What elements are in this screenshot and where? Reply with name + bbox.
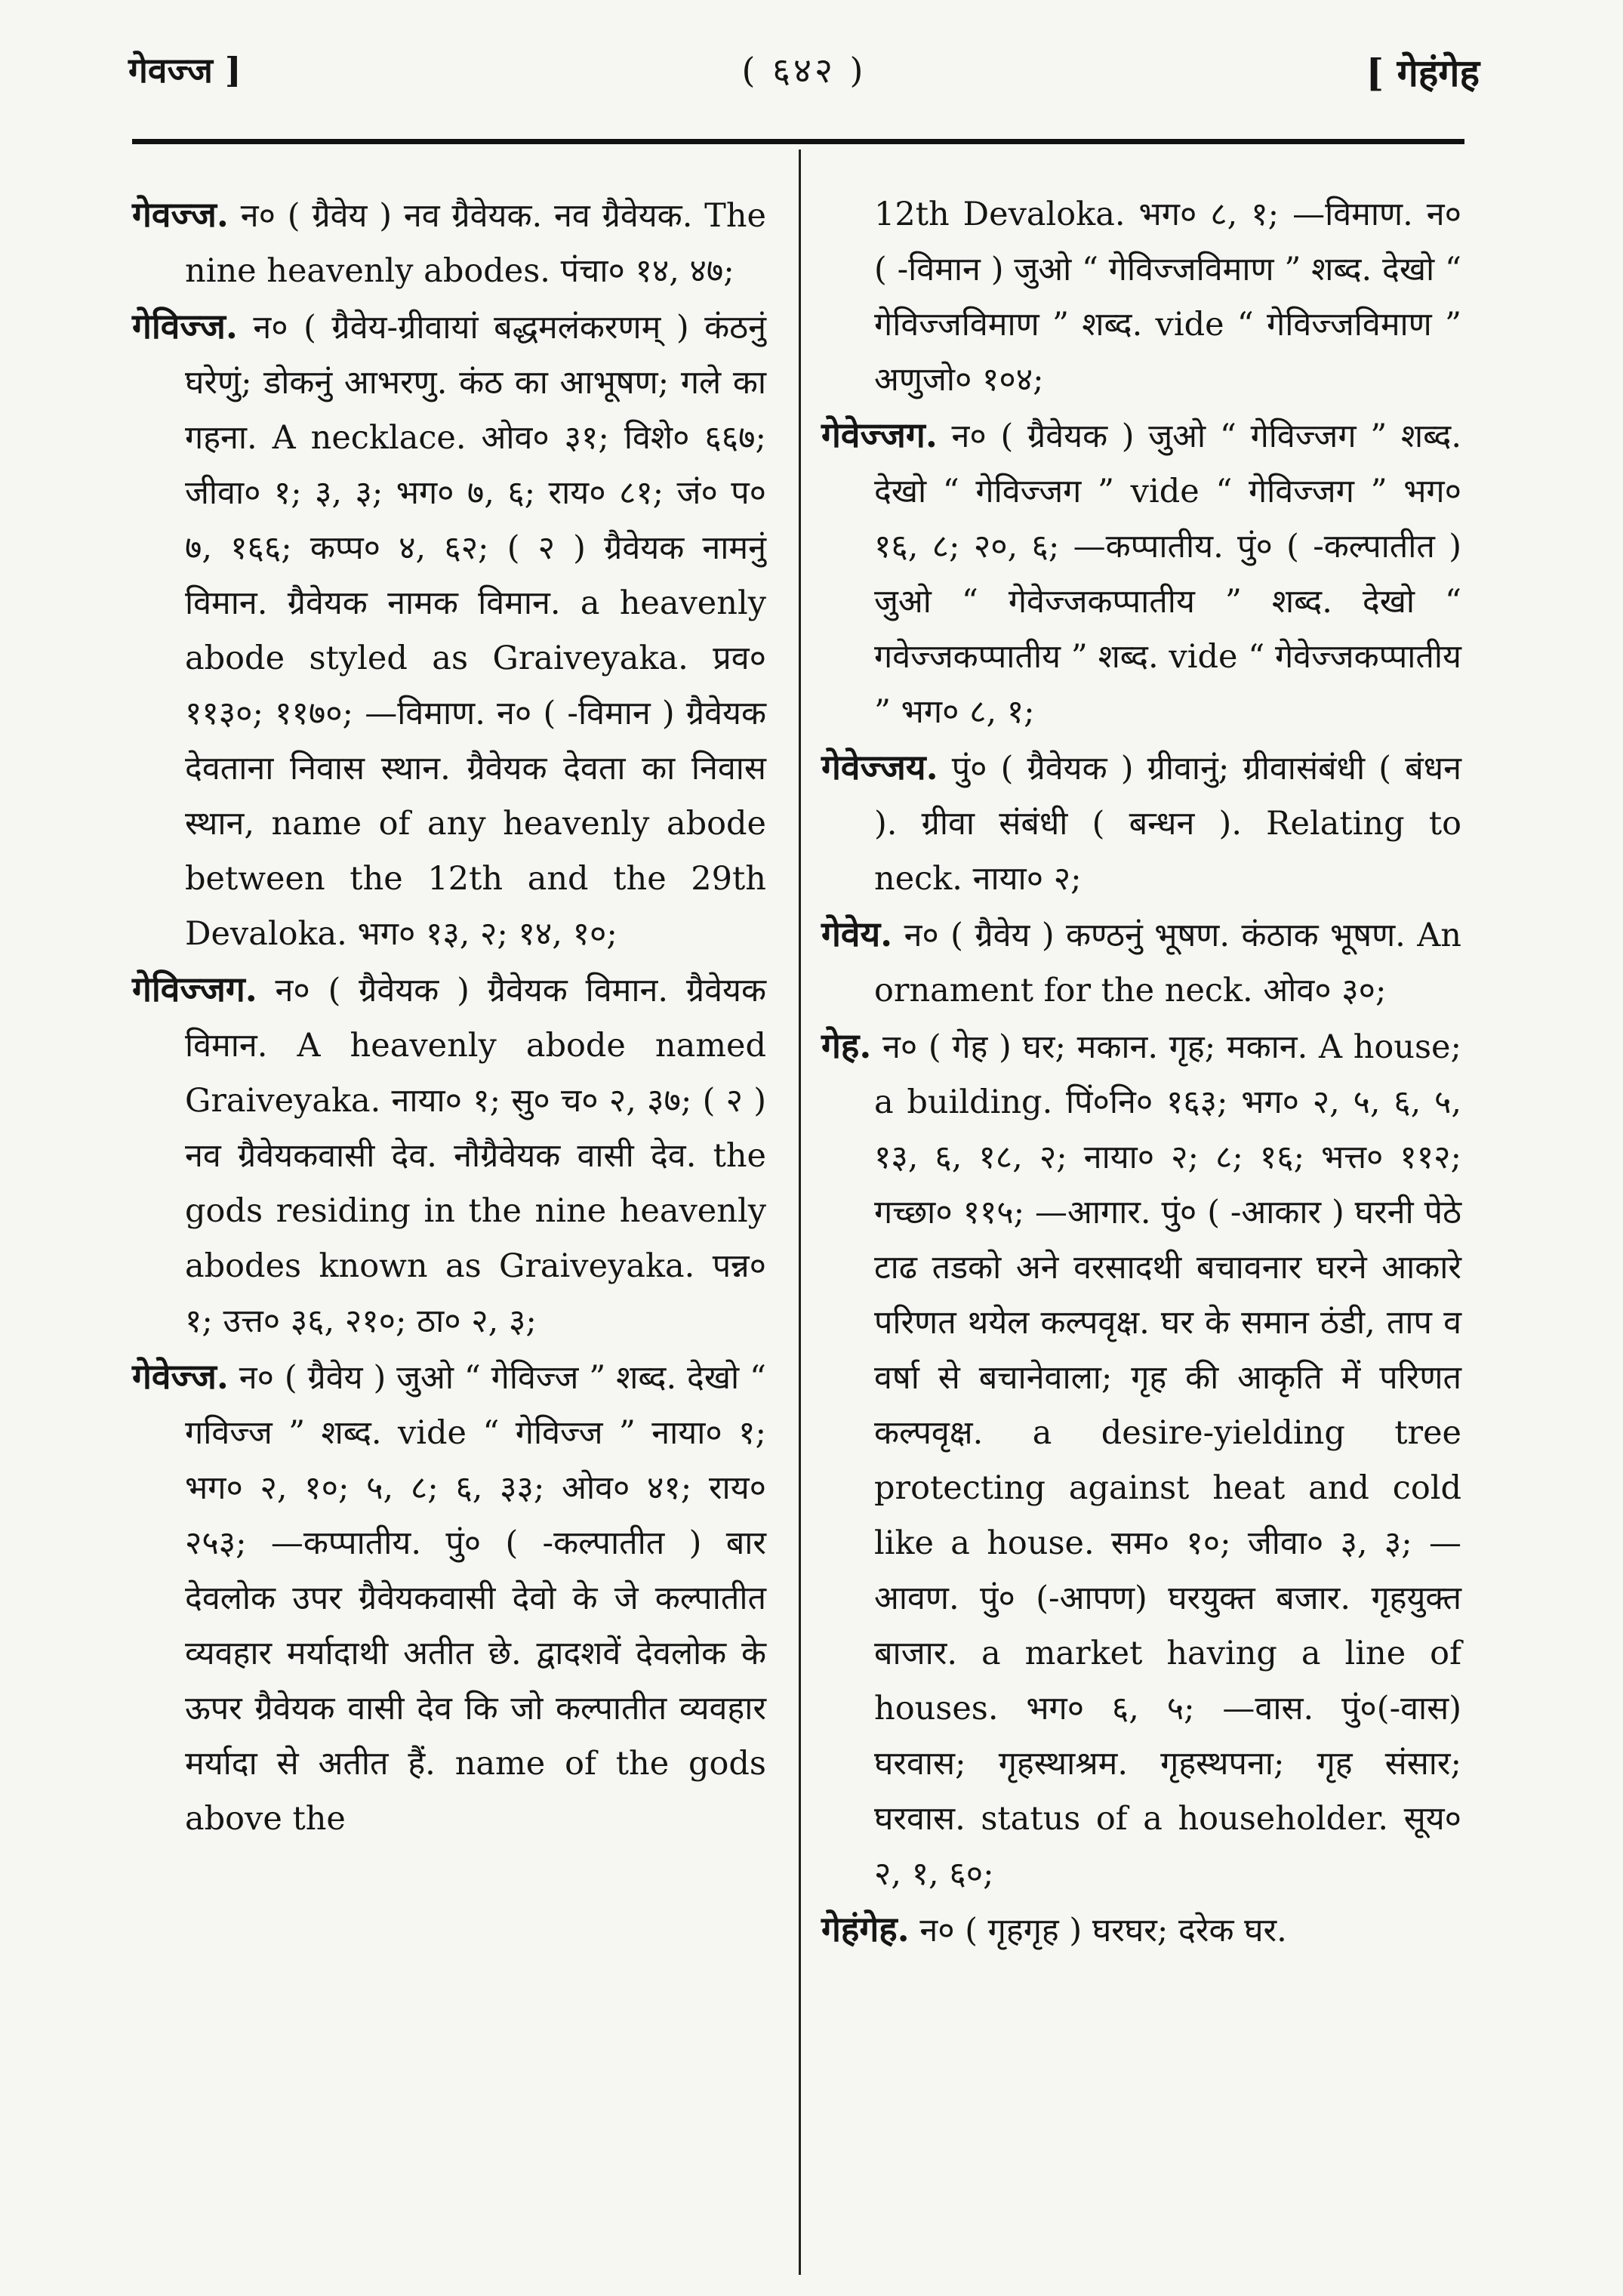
entry-headword: गेह. bbox=[821, 1025, 872, 1066]
entry-continuation: 12th Devaloka. भग० ८, १; —विमाण. न० ( -विमान ) जुओ “ गेविज्जविमाण ” शब्द. देखो “ गेविज्जविमाण ” शब्द. vide “ गेविज्जविमाण ” अणुजो० १०४; bbox=[874, 196, 1461, 399]
right-column bbox=[821, 187, 1461, 1959]
entry-body: न० ( ग्रैवेय ) कण्ठनुं भूषण. कंठाक भूषण. An ornament for the neck. ओव० ३०; bbox=[874, 917, 1461, 1009]
column-divider bbox=[799, 149, 801, 2275]
entry-headword: गेहंगेह. bbox=[821, 1909, 910, 1949]
dictionary-entry bbox=[821, 1019, 1461, 1902]
entry-body: न० ( ग्रैवेय ) नव ग्रैवेयक. नव ग्रैवेयक. The nine heavenly abodes. पंचा० १४, ४७; bbox=[185, 197, 766, 290]
page-number: ( ६४२ ) bbox=[741, 50, 867, 91]
left-column bbox=[132, 187, 766, 1847]
entry-body: न० ( ग्रैवेय-ग्रीवायां बद्धमलंकरणम् ) कंठनुं घरेणुं; डोकनुं आभरणु. कंठ का आभूषण; गले का गहना. A necklace. ओव० ३१; विशे० ६६७; जीवा० १; ३, ३; भग० ७, ६; राय० ८१; जं० प० ७, १६६; कप्प० ४, ६२; ( २ ) ग्रैवेयक नामनुं विमान. ग्रैवेयक नामक विमान. a heavenly abode styled as Graiveyaka. प्रव० ११३०; ११७०; —विमाण. न० ( -विमान ) ग्रैवेयक देवताना निवास स्थान. ग्रैवेयक देवता का निवास स्थान, name of any heavenly abode between the 12th and the 29th Devaloka. भग० १३, २; १४, १०; bbox=[185, 309, 766, 953]
entry-body: न० ( ग्रैवेयक ) जुओ “ गेविज्जग ” शब्द. देखो “ गेविज्जग ” vide “ गेविज्जग ” भग० १६, ८; २०, ६; —कप्पातीय. पुं० ( -कल्पातीत ) जुओ “ गेवेज्जकप्पातीय ” शब्द. देखो “ गवेज्जकप्पातीय ” शब्द. vide “ गेवेज्जकप्पातीय ” भग० ८, १; bbox=[874, 418, 1461, 731]
dictionary-entry bbox=[821, 408, 1461, 740]
entry-body: पुं० ( ग्रैवेयक ) ग्रीवानुं; ग्रीवासंबंधी ( बंधन ). ग्रीवा संबंधी ( बन्धन ). Relating to neck. नाया० २; bbox=[874, 750, 1461, 898]
entry-headword: गेविज्ज. bbox=[132, 306, 238, 347]
dictionary-entry bbox=[821, 740, 1461, 907]
entry-body: न० ( ग्रैवेय ) जुओ “ गेविज्ज ” शब्द. देखो “ गविज्ज ” शब्द. vide “ गेविज्ज ” नाया० १; भग० २, १०; ५, ८; ६, ३३; ओव० ४१; राय० २५३; —कप्पातीय. पुं० ( -कल्पातीत ) बार देवलोक उपर ग्रैवेयकवासी देवो के जे कल्पातीत व्यवहार मर्यादाथी अतीत छे. द्वादशवें देवलोक के ऊपर ग्रैवेयक वासी देव कि जो कल्पातीत व्यवहार मर्यादा से अतीत हैं. name of the gods above the bbox=[185, 1359, 766, 1838]
header-last-word: [ गेहंगेह bbox=[1366, 51, 1480, 95]
dictionary-entry bbox=[132, 187, 766, 299]
dictionary-entry bbox=[132, 962, 766, 1349]
dictionary-entry bbox=[821, 1902, 1461, 1959]
dictionary-entry bbox=[132, 299, 766, 962]
entry-body: न० ( ग्रैवेयक ) ग्रैवेयक विमान. ग्रैवेयक विमान. A heavenly abode named Graiveyaka. नाया० १; सु० च० २, ३७; ( २ ) नव ग्रैवेयकवासी देव. नौग्रैवेयक वासी देव. the gods residing in the nine heavenly abodes known as Graiveyaka. पन्न० १; उत्त० ३६, २१०; ठा० २, ३; bbox=[185, 972, 766, 1340]
entry-headword: गेवेज्जग. bbox=[821, 415, 938, 455]
entry-headword: गेविज्जग. bbox=[132, 969, 257, 1009]
dictionary-entry bbox=[132, 1349, 766, 1847]
entry-body: न० ( गेह ) घर; मकान. गृह; मकान. A house; a building. पिं०नि० १६३; भग० २, ५, ६, ५, १३, ६, १८, २; नाया० २; ८; १६; भत्त० ११२; गच्छा० ११५; —आगार. पुं० ( -आकार ) घरनी पेठे टाढ तडको अने वरसादथी बचावनार घरने आकारे परिणत थयेल कल्पवृक्ष. घर के समान ठंडी, ताप व वर्षा से बचानेवाला; गृह की आकृति में परिणत कल्पवृक्ष. a desire-yielding tree protecting against heat and cold like a house. सम० १०; जीवा० ३, ३; —आवण. पुं० (-आपण) घरयुक्त बजार. गृहयुक्त बाजार. a market having a line of houses. भग० ६, ५; —वास. पुं०(-वास) घरवास; गृहस्थाश्रम. गृहस्थपना; गृह संसार; घरवास. status of a householder. सूय० २, १, ६०; bbox=[871, 1028, 1461, 1893]
entry-headword: गेवेय. bbox=[821, 914, 893, 954]
entry-headword: गेवज्ज. bbox=[132, 194, 229, 235]
dictionary-entry bbox=[821, 907, 1461, 1019]
entry-headword: गेवेज्जय. bbox=[821, 747, 938, 787]
entry-headword: गेवेज्ज. bbox=[132, 1356, 229, 1397]
header-rule bbox=[132, 139, 1464, 144]
page-header bbox=[128, 42, 1480, 102]
entry-body: न० ( गृहगृह ) घरघर; दरेक घर. bbox=[909, 1912, 1287, 1949]
header-first-word: गेवज्ज ] bbox=[128, 50, 242, 91]
